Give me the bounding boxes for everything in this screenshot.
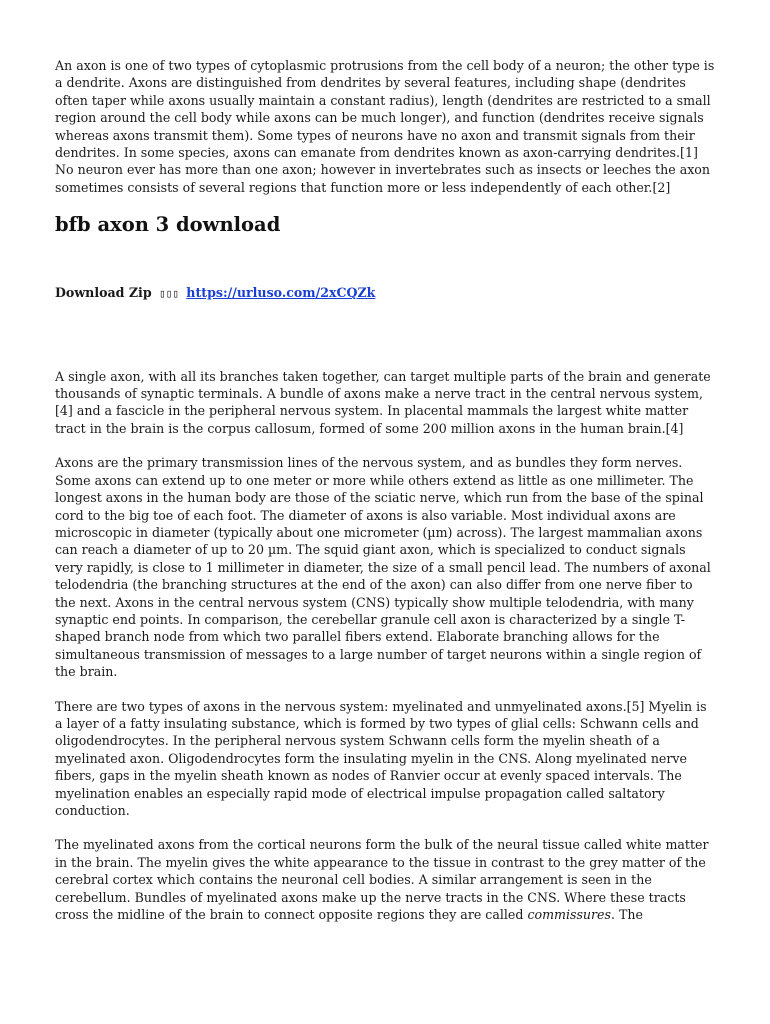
paragraph-white-matter bbox=[55, 836, 715, 923]
commissures-term: commissures bbox=[527, 907, 611, 923]
placeholder-glyphs: ▯▯▯ bbox=[159, 287, 179, 301]
paragraph-transmission-lines: Axons are the primary transmission lines of the nervous system, and as bundles they form nerves. Some axons can extend up to one meter or more while others extend as little as one millimeter. The longest axons in the human body are those of the sciatic nerve, which run from the base of the spinal cord to the big toe of each foot. The diameter of axons is also variable. Most individual axons are microscopic in diameter (typically about one micrometer (µm) across). The largest mammalian axons can reach a diameter of up to 20 µm. The squid giant axon, which is specialized to conduct signals very rapidly, is close to 1 millimeter in diameter, the size of a small pencil lead. The numbers of axonal telodendria (the branching structures at the end of the axon) can also differ from one nerve fiber to the next. Axons in the central nervous system (CNS) typically show multiple telodendria, with many synaptic end points. In comparison, the cerebellar granule cell axon is characterized by a single T-shaped branch node from which two parallel fibers extend. Elaborate branching allows for the simultaneous transmission of messages to a large number of target neurons within a single region of the brain. bbox=[55, 455, 711, 680]
download-label: Download Zip bbox=[55, 285, 152, 301]
paragraph-white-matter-start: The myelinated axons from the cortical neurons form the bulk of the neural tissue called white matter in the brain. The myelin gives the white appearance to the tissue in contrast to the grey matter of the cerebral cortex which contains the neuronal cell bodies. A similar arrangement is seen in the cerebellum. Bundles of myelinated axons make up the nerve tracts in the CNS. Where these tracts cross the midline of the brain to connect opposite regions they are called bbox=[55, 837, 709, 923]
paragraph-myelin: There are two types of axons in the nervous system: myelinated and unmyelinated axons.[5] Myelin is a layer of a fatty insulating substance, which is formed by two types of glial cells: Schwann cells and oligodendrocytes. In the peripheral nervous system Schwann cells form the myelin sheath of a myelinated axon. Oligodendrocytes form the insulating myelin in the CNS. Along myelinated nerve fibers, gaps in the myelin sheath known as nodes of Ranvier occur at evenly spaced intervals. The myelination enables an especially rapid mode of electrical impulse propagation called saltatory conduction. bbox=[55, 698, 707, 818]
article-body bbox=[55, 368, 715, 924]
page-title: bfb axon 3 download bbox=[55, 213, 281, 237]
download-link[interactable]: https://urluso.com/2xCQZk bbox=[186, 285, 376, 301]
document-page bbox=[55, 57, 715, 940]
download-line bbox=[55, 284, 715, 302]
intro-paragraph: An axon is one of two types of cytoplasmic protrusions from the cell body of a neuron; the other type is a dendrite. Axons are distinguished from dendrites by several features, including shape (dendrites often taper while axons usually maintain a constant radius), length (dendrites are restricted to a small region around the cell body while axons can be much longer), and function (dendrites receive signals whereas axons transmit them). Some types of neurons have no axon and transmit signals from their dendrites. In some species, axons can emanate from dendrites known as axon-carrying dendrites.[1] No neuron ever has more than one axon; however in invertebrates such as insects or leeches the axon sometimes consists of several regions that function more or less independently of each other.[2] bbox=[55, 58, 715, 195]
paragraph-white-matter-end: . The bbox=[610, 907, 643, 923]
paragraph-axon-branches: A single axon, with all its branches taken together, can target multiple parts of the brain and generate thousands of synaptic terminals. A bundle of axons make a nerve tract in the central nervous system,[4] and a fascicle in the peripheral nervous system. In placental mammals the largest white matter tract in the brain is the corpus callosum, formed of some 200 million axons in the human brain.[4] bbox=[55, 368, 711, 436]
